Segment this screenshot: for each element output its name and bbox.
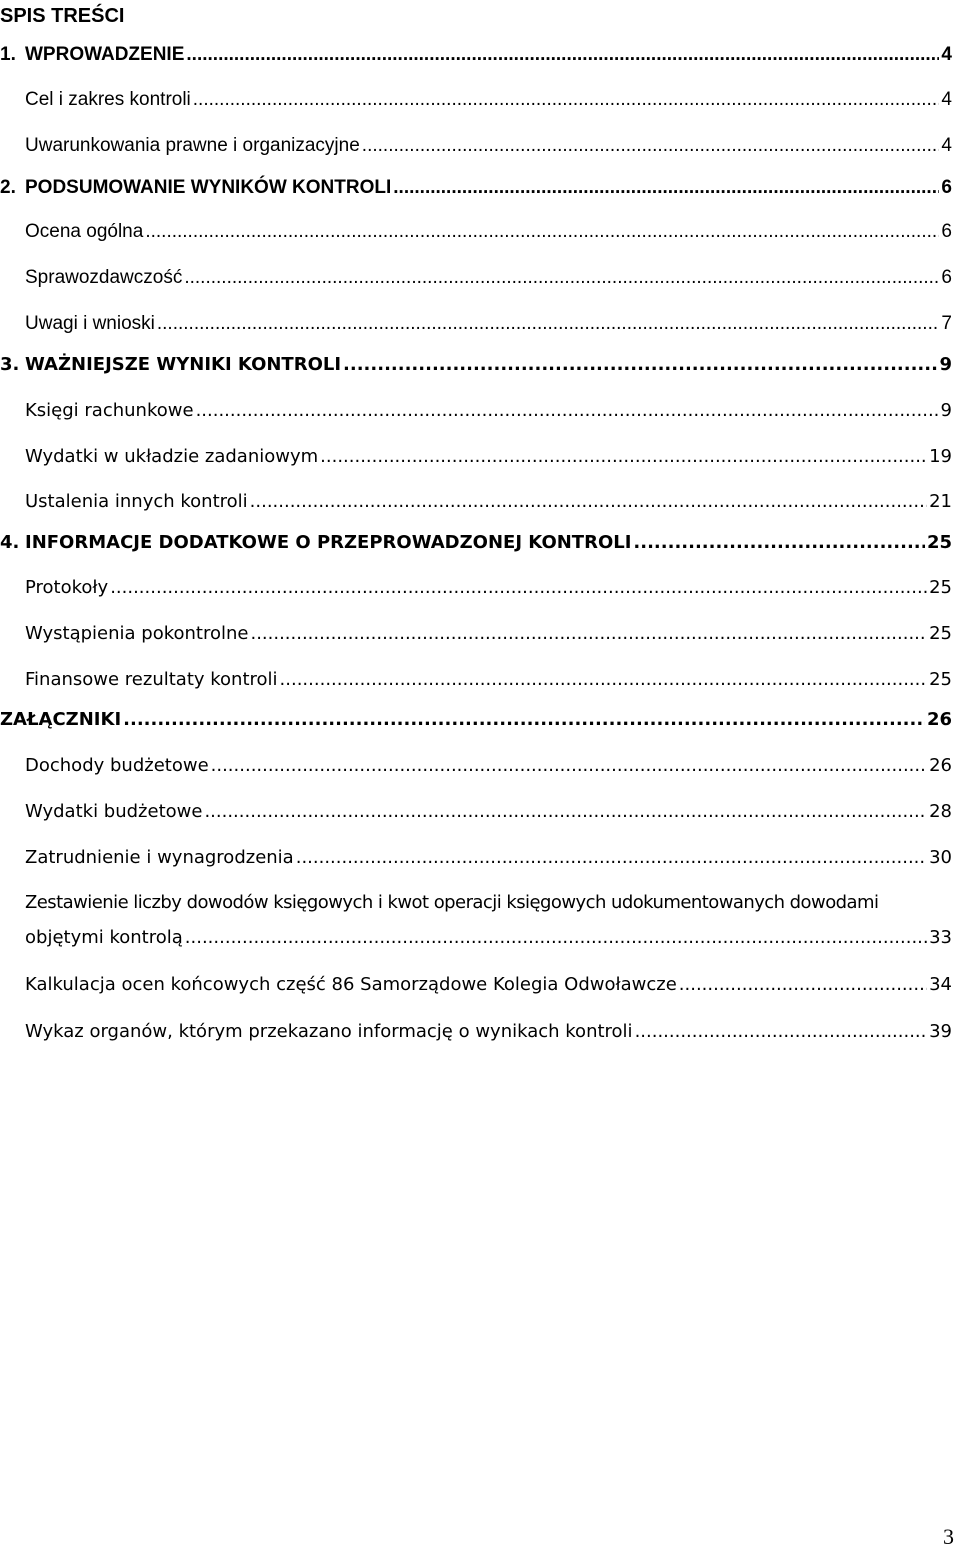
toc-entry[interactable] <box>0 172 952 202</box>
toc-entry-page: 9 <box>940 400 952 421</box>
toc-entry-label: Cel i zakres kontroli <box>25 89 191 110</box>
toc-entry-label: Finansowe rezultaty kontroli <box>25 669 278 690</box>
toc-entry[interactable] <box>25 796 952 826</box>
toc-entry-page: 4 <box>941 135 952 156</box>
dot-leader <box>186 41 939 69</box>
toc-entry-page: 6 <box>941 221 952 242</box>
toc-entry-label: Ocena ogólna <box>25 221 144 242</box>
toc-entry[interactable] <box>25 130 952 160</box>
toc-entry-label: Zestawienie liczby dowodów księgowych i kwot operacji księgowych udokumentowanych dowodami <box>25 892 879 913</box>
toc-entry-page: 25 <box>929 577 952 598</box>
dot-leader <box>393 174 939 202</box>
toc-entry-page: 9 <box>939 354 952 375</box>
toc-entry-label: ZAŁĄCZNIKI <box>0 709 122 730</box>
toc-entry-page: 26 <box>926 709 952 730</box>
dot-leader <box>362 132 940 160</box>
toc-entry[interactable] <box>25 1016 952 1046</box>
toc-entry[interactable] <box>25 441 952 471</box>
toc-entry[interactable] <box>25 618 952 648</box>
toc-entry-label: INFORMACJE DODATKOWE O PRZEPROWADZONEJ KONTROLI <box>25 532 632 553</box>
toc-entry[interactable] <box>25 664 952 694</box>
toc-entry[interactable] <box>25 572 952 602</box>
toc-entry-page: 25 <box>929 669 952 690</box>
toc-entry-number: 2. <box>0 177 16 198</box>
dot-leader <box>320 443 927 471</box>
dot-leader <box>193 86 940 114</box>
dot-leader <box>204 798 927 826</box>
toc-entry-page: 33 <box>929 927 952 948</box>
toc-entry-page: 34 <box>929 974 952 995</box>
toc-entry-label: Wydatki budżetowe <box>25 801 203 822</box>
toc-entry[interactable] <box>25 842 952 872</box>
dot-leader <box>123 706 925 734</box>
toc-entry[interactable] <box>25 216 952 246</box>
toc-entry-page: 6 <box>941 177 952 198</box>
toc-entry[interactable] <box>0 704 952 734</box>
toc-title: SPIS TREŚCI <box>0 5 125 27</box>
toc-entry-page: 30 <box>929 847 952 868</box>
toc-entry[interactable] <box>25 969 952 999</box>
dot-leader <box>633 529 925 557</box>
toc-entry-label: Wystąpienia pokontrolne <box>25 623 249 644</box>
toc-entry-page: 26 <box>929 755 952 776</box>
toc-entry-label: Protokoły <box>25 577 109 598</box>
dot-leader <box>343 351 937 379</box>
toc-entry-number: 1. <box>0 44 16 65</box>
toc-entry[interactable] <box>25 84 952 114</box>
toc-entry-label: WAŻNIEJSZE WYNIKI KONTROLI <box>25 354 342 375</box>
page-number: 3 <box>943 1524 954 1549</box>
toc-entry-label: Dochody budżetowe <box>25 755 209 776</box>
toc-entry-label: PODSUMOWANIE WYNIKÓW KONTROLI <box>25 177 392 198</box>
toc-entry[interactable] <box>0 39 952 69</box>
toc-entry[interactable] <box>0 349 952 379</box>
toc-entry-page: 25 <box>926 532 952 553</box>
dot-leader <box>296 844 927 872</box>
dot-leader <box>211 752 927 780</box>
toc-entry[interactable] <box>25 750 952 780</box>
toc-entry-page: 4 <box>941 89 952 110</box>
toc-entry-label: Uwarunkowania prawne i organizacyjne <box>25 135 360 156</box>
toc-entry-label: Ustalenia innych kontroli <box>25 491 248 512</box>
dot-leader <box>679 971 927 999</box>
toc-entry-number: 3. <box>0 354 20 375</box>
toc-entry-label: Sprawozdawczość <box>25 267 183 288</box>
toc-entry-page: 4 <box>941 44 952 65</box>
dot-leader <box>196 397 939 425</box>
toc-entry-page: 7 <box>941 313 952 334</box>
toc-entry-page: 25 <box>929 623 952 644</box>
toc-entry[interactable] <box>0 527 952 557</box>
dot-leader <box>184 264 939 292</box>
toc-entry-page: 21 <box>929 491 952 512</box>
toc-entry-page: 6 <box>941 267 952 288</box>
toc-entry-label: Zatrudnienie i wynagrodzenia <box>25 847 294 868</box>
toc-entry-label: Księgi rachunkowe <box>25 400 194 421</box>
toc-entry[interactable] <box>25 308 952 338</box>
dot-leader <box>110 574 927 602</box>
toc-entry-label: Uwagi i wnioski <box>25 313 155 334</box>
dot-leader <box>635 1018 928 1046</box>
dot-leader <box>157 310 940 338</box>
toc-entry-page: 28 <box>929 801 952 822</box>
toc-entry-label: Kalkulacja ocen końcowych część 86 Samorządowe Kolegia Odwoławcze <box>25 974 677 995</box>
toc-entry[interactable] <box>25 262 952 292</box>
toc-entry-label-continued: objętymi kontrolą <box>25 927 183 948</box>
toc-entry-page: 39 <box>929 1021 952 1042</box>
dot-leader <box>250 620 927 648</box>
toc-entry[interactable] <box>25 395 952 425</box>
toc-entry-label: Wydatki w układzie zadaniowym <box>25 446 319 467</box>
toc-entry[interactable] <box>25 486 952 516</box>
dot-leader <box>250 488 927 516</box>
dot-leader <box>185 924 927 952</box>
toc-entry-page: 19 <box>929 446 952 467</box>
dot-leader <box>145 218 939 246</box>
toc-entry-label: WPROWADZENIE <box>25 44 185 65</box>
dot-leader <box>280 666 928 694</box>
toc-entry-label: Wykaz organów, którym przekazano informację o wynikach kontroli <box>25 1021 633 1042</box>
toc-entry-number: 4. <box>0 532 20 553</box>
toc-entry[interactable] <box>25 889 960 952</box>
